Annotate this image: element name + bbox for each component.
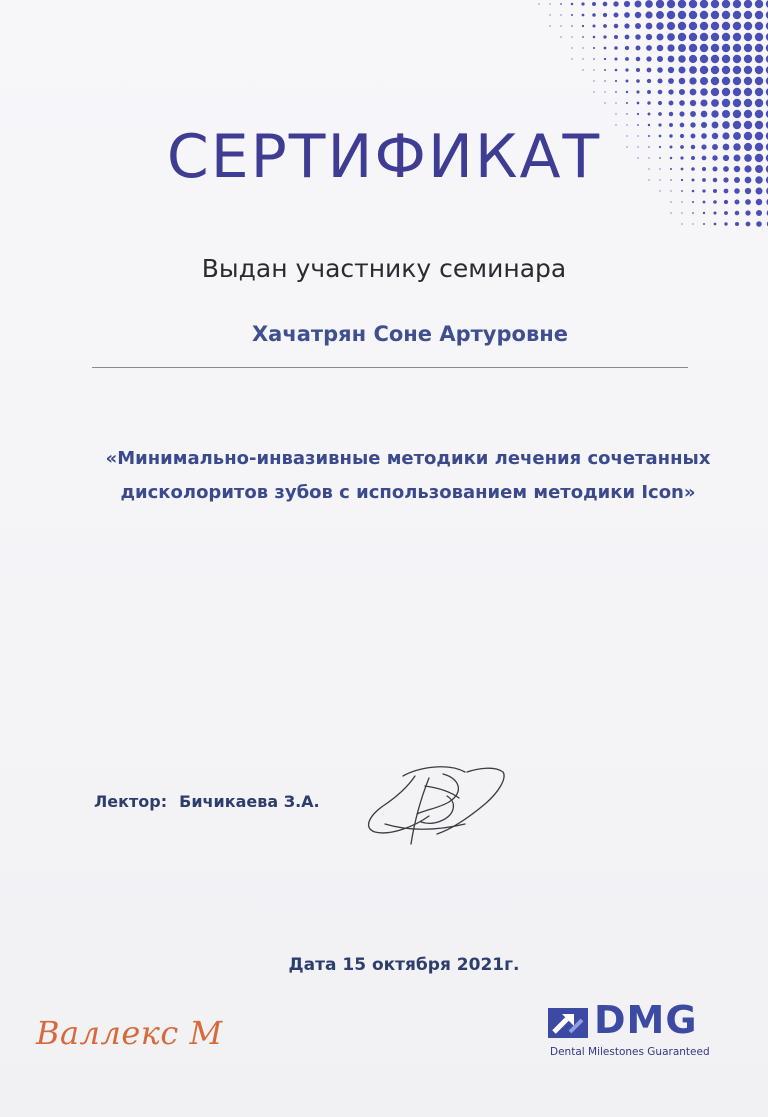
- pattern-dot: [711, 77, 719, 85]
- pattern-dot: [700, 88, 708, 96]
- pattern-dot: [711, 0, 719, 8]
- pattern-dot: [669, 101, 674, 106]
- pattern-dot: [692, 212, 694, 214]
- pattern-dot: [615, 113, 616, 114]
- pattern-dot: [756, 210, 762, 216]
- pattern-dot: [678, 11, 686, 19]
- pattern-dot: [604, 91, 605, 92]
- pattern-dot: [678, 55, 686, 63]
- pattern-dot: [593, 47, 595, 49]
- pattern-dot: [593, 80, 594, 81]
- pattern-dot: [657, 34, 664, 41]
- pattern-dot: [689, 55, 697, 63]
- pattern-dot: [755, 110, 763, 118]
- pattern-dot: [625, 68, 628, 71]
- pattern-dot: [582, 36, 584, 38]
- pattern-dot: [755, 66, 763, 74]
- pattern-dot: [571, 58, 572, 59]
- pattern-dot: [667, 0, 675, 8]
- pattern-dot: [755, 0, 763, 8]
- pattern-dot: [667, 11, 675, 19]
- pattern-dot: [667, 33, 675, 41]
- pattern-dot: [645, 0, 653, 8]
- pattern-dot: [711, 11, 719, 19]
- pattern-dot: [724, 200, 728, 204]
- pattern-dot: [624, 12, 630, 18]
- pattern-dot: [604, 58, 606, 60]
- pattern-dot: [692, 223, 693, 224]
- pattern-dot: [668, 89, 673, 94]
- pattern-dot: [733, 22, 741, 30]
- pattern-dot: [614, 35, 618, 39]
- pattern-dot: [657, 56, 663, 62]
- lecturer-label: Лектор:: [94, 792, 168, 811]
- dmg-tagline: Dental Milestones Guaranteed: [550, 1046, 710, 1058]
- pattern-dot: [724, 211, 728, 215]
- pattern-dot: [648, 113, 651, 116]
- pattern-dot: [713, 211, 716, 214]
- pattern-dot: [636, 68, 640, 72]
- pattern-dot: [603, 2, 608, 7]
- pattern-dot: [722, 99, 730, 107]
- pattern-dot: [636, 79, 640, 83]
- course-title-line-1: «Минимально-инвазивные методики лечения сочетанных: [105, 448, 711, 469]
- pattern-dot: [668, 78, 674, 84]
- pattern-dot: [647, 90, 651, 94]
- pattern-dot: [690, 111, 696, 117]
- pattern-dot: [657, 67, 663, 73]
- pattern-dot: [603, 13, 607, 17]
- pattern-dot: [733, 88, 741, 96]
- pattern-dot: [700, 22, 708, 30]
- pattern-dot: [635, 45, 640, 50]
- pattern-dot: [646, 45, 652, 51]
- pattern-dot: [678, 66, 685, 73]
- pattern-dot: [582, 47, 583, 48]
- pattern-dot: [689, 22, 697, 30]
- pattern-dot: [681, 223, 682, 224]
- pattern-dot: [614, 13, 619, 18]
- pattern-dot: [678, 33, 686, 41]
- pattern-dot: [549, 3, 550, 4]
- pattern-dot: [744, 88, 752, 96]
- pattern-dot: [635, 1, 642, 8]
- pattern-dot: [647, 68, 652, 73]
- pattern-dot: [667, 44, 674, 51]
- pattern-dot: [538, 3, 539, 4]
- pattern-dot: [733, 99, 741, 107]
- pattern-dot: [625, 35, 630, 40]
- pattern-dot: [689, 11, 697, 19]
- pattern-dot: [744, 11, 752, 19]
- pattern-dot: [667, 22, 675, 30]
- pattern-dot: [678, 22, 686, 30]
- pattern-dot: [615, 91, 617, 93]
- pattern-dot: [744, 44, 752, 52]
- certificate-date: Дата 15 октября 2021г.: [288, 955, 520, 975]
- pattern-dot: [615, 102, 616, 103]
- pattern-dot: [656, 22, 663, 29]
- pattern-dot: [625, 46, 629, 50]
- pattern-dot: [658, 101, 662, 105]
- pattern-dot: [755, 22, 763, 30]
- pattern-dot: [637, 102, 640, 105]
- pattern-dot: [681, 201, 682, 202]
- pattern-dot: [582, 69, 583, 70]
- pattern-dot: [711, 44, 719, 52]
- vallex-logo: Валлекс М: [36, 1014, 223, 1052]
- pattern-dot: [592, 2, 596, 6]
- pattern-dot: [711, 22, 719, 30]
- pattern-dot: [733, 110, 741, 118]
- lecturer-name: Бичикаева З.А.: [179, 792, 320, 811]
- pattern-dot: [713, 200, 717, 204]
- pattern-dot: [647, 101, 650, 104]
- pattern-dot: [626, 113, 627, 114]
- pattern-dot: [701, 111, 708, 118]
- pattern-dot: [658, 90, 663, 95]
- pattern-dot: [756, 199, 763, 206]
- pattern-dot: [755, 55, 763, 63]
- pattern-dot: [733, 33, 741, 41]
- pattern-dot: [560, 3, 562, 5]
- pattern-dot: [657, 45, 664, 52]
- pattern-dot: [670, 201, 671, 202]
- pattern-dot: [647, 79, 651, 83]
- pattern-dot: [581, 2, 584, 5]
- pattern-dot: [593, 36, 596, 39]
- pattern-dot: [733, 11, 741, 19]
- pattern-dot: [635, 12, 641, 18]
- pattern-dot: [614, 57, 617, 60]
- pattern-dot: [744, 55, 752, 63]
- pattern-dot: [679, 100, 685, 106]
- pattern-dot: [592, 13, 596, 17]
- pattern-dot: [744, 33, 752, 41]
- pattern-dot: [711, 88, 719, 96]
- dmg-arrow-mark-icon: [548, 1008, 588, 1038]
- pattern-dot: [571, 25, 573, 27]
- pattern-dot: [755, 44, 763, 52]
- pattern-dot: [744, 0, 752, 8]
- course-title-line-2: дисколоритов зубов с использованием методики Icon»: [120, 482, 696, 503]
- pattern-dot: [722, 0, 730, 8]
- course-title: [60, 442, 756, 510]
- pattern-dot: [700, 0, 708, 8]
- pattern-dot: [626, 91, 628, 93]
- pattern-dot: [603, 35, 606, 38]
- pattern-dot: [722, 88, 730, 96]
- pattern-dot: [733, 44, 741, 52]
- pattern-dot: [582, 25, 584, 27]
- pattern-dot: [700, 44, 708, 52]
- pattern-dot: [755, 11, 763, 19]
- pattern-dot: [679, 111, 684, 116]
- pattern-dot: [670, 212, 671, 213]
- pattern-dot: [724, 222, 727, 225]
- pattern-dot: [711, 55, 719, 63]
- pattern-dot: [689, 33, 697, 41]
- pattern-dot: [700, 99, 707, 106]
- pattern-dot: [711, 66, 719, 74]
- pattern-dot: [636, 57, 641, 62]
- pattern-dot: [604, 80, 605, 81]
- pattern-dot: [604, 47, 607, 50]
- pattern-dot: [593, 69, 594, 70]
- pattern-dot: [571, 36, 572, 37]
- pattern-dot: [678, 0, 686, 8]
- pattern-dot: [615, 69, 618, 72]
- pattern-dot: [626, 102, 628, 104]
- pattern-dot: [700, 77, 708, 85]
- pattern-dot: [613, 1, 618, 6]
- pattern-dot: [560, 14, 561, 15]
- pattern-dot: [603, 24, 607, 28]
- pattern-dot: [744, 77, 752, 85]
- pattern-dot: [549, 14, 550, 15]
- dot-pattern-decoration-icon: [500, 0, 768, 230]
- pattern-dot: [582, 14, 585, 17]
- signature-icon: [355, 758, 515, 858]
- pattern-dot: [735, 211, 740, 216]
- pattern-dot: [678, 44, 686, 52]
- pattern-dot: [735, 222, 739, 226]
- pattern-dot: [593, 91, 594, 92]
- pattern-dot: [679, 78, 686, 85]
- pattern-dot: [656, 11, 664, 19]
- pattern-dot: [722, 22, 730, 30]
- pattern-dot: [658, 112, 662, 116]
- pattern-dot: [714, 223, 717, 226]
- certificate-title: СЕРТИФИКАТ: [166, 122, 602, 192]
- pattern-dot: [703, 201, 706, 204]
- pattern-dot: [624, 23, 629, 28]
- pattern-dot: [549, 25, 550, 26]
- pattern-dot: [690, 89, 697, 96]
- pattern-dot: [722, 11, 730, 19]
- pattern-dot: [571, 3, 574, 6]
- pattern-dot: [645, 11, 652, 18]
- pattern-dot: [689, 44, 697, 52]
- pattern-dot: [582, 58, 583, 59]
- pattern-dot: [604, 69, 606, 71]
- issued-to-text: Выдан участнику семинара: [201, 254, 567, 283]
- pattern-dot: [604, 102, 605, 103]
- dmg-logo-text: DMG: [594, 998, 698, 1042]
- pattern-dot: [722, 33, 730, 41]
- pattern-dot: [700, 66, 708, 74]
- pattern-dot: [679, 89, 685, 95]
- pattern-dot: [703, 223, 705, 225]
- pattern-dot: [722, 66, 730, 74]
- pattern-dot: [592, 24, 595, 27]
- lecturer-line: [94, 792, 320, 811]
- pattern-dot: [624, 1, 630, 7]
- pattern-dot: [669, 112, 673, 116]
- pattern-dot: [733, 0, 741, 8]
- pattern-dot: [734, 199, 739, 204]
- pattern-dot: [756, 221, 762, 227]
- pattern-dot: [755, 33, 763, 41]
- pattern-dot: [690, 100, 696, 106]
- pattern-dot: [689, 0, 697, 8]
- recipient-name: Хачатрян Соне Артуровне: [251, 322, 568, 346]
- pattern-dot: [646, 23, 653, 30]
- pattern-dot: [733, 55, 741, 63]
- pattern-dot: [746, 222, 751, 227]
- pattern-dot: [668, 67, 674, 73]
- pattern-dot: [625, 57, 629, 61]
- pattern-dot: [692, 201, 694, 203]
- pattern-dot: [657, 78, 662, 83]
- pattern-dot: [744, 66, 752, 74]
- pattern-dot: [755, 88, 763, 96]
- divider-line: [92, 367, 688, 368]
- pattern-dot: [755, 77, 763, 85]
- pattern-dot: [689, 66, 697, 74]
- pattern-dot: [744, 110, 752, 118]
- dmg-logo: [548, 998, 738, 1064]
- pattern-dot: [571, 14, 573, 16]
- pattern-dot: [722, 55, 730, 63]
- pattern-dot: [636, 90, 639, 93]
- pattern-dot: [733, 66, 741, 74]
- pattern-dot: [722, 110, 730, 118]
- pattern-dot: [700, 11, 708, 19]
- pattern-dot: [700, 55, 708, 63]
- pattern-dot: [614, 46, 618, 50]
- pattern-dot: [614, 24, 619, 29]
- pattern-dot: [681, 212, 682, 213]
- pattern-dot: [615, 80, 617, 82]
- pattern-dot: [646, 34, 652, 40]
- pattern-dot: [733, 77, 741, 85]
- pattern-dot: [700, 33, 708, 41]
- pattern-dot: [626, 80, 629, 83]
- pattern-dot: [711, 99, 719, 107]
- pattern-dot: [637, 113, 639, 115]
- pattern-dot: [668, 56, 675, 63]
- pattern-dot: [745, 210, 750, 215]
- pattern-dot: [635, 23, 641, 29]
- pattern-dot: [711, 110, 718, 117]
- pattern-dot: [560, 36, 561, 37]
- pattern-dot: [635, 34, 641, 40]
- pattern-dot: [646, 56, 651, 61]
- pattern-dot: [593, 58, 595, 60]
- pattern-dot: [560, 25, 561, 26]
- pattern-dot: [744, 99, 752, 107]
- pattern-dot: [703, 212, 705, 214]
- pattern-dot: [571, 47, 572, 48]
- pattern-dot: [745, 199, 751, 205]
- pattern-dot: [722, 77, 730, 85]
- pattern-dot: [656, 0, 664, 8]
- pattern-dot: [722, 44, 730, 52]
- pattern-dot: [744, 22, 752, 30]
- pattern-dot: [689, 77, 696, 84]
- pattern-dot: [711, 33, 719, 41]
- pattern-dot: [755, 99, 763, 107]
